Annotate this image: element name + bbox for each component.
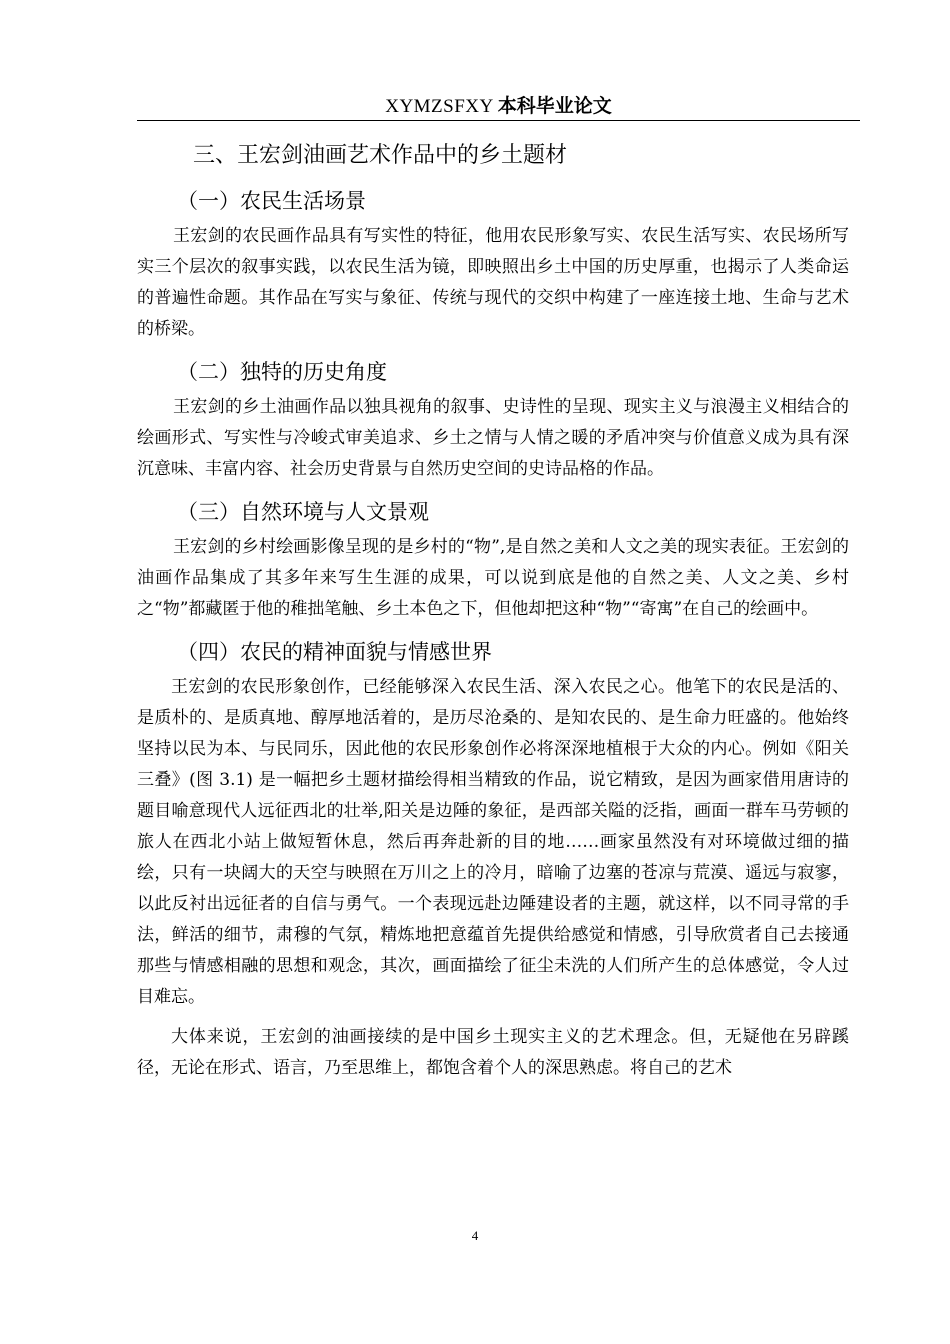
section-1-paragraph-1: 王宏剑的农民画作品具有写实性的特征，他用农民形象写实、农民生活写实、农民场所写实三个层次的叙事实践，以农民生活为镜，即映照出乡土中国的历史厚重，也揭示了人类命运的普遍性命题。其作品在写实与象征、传统与现代的交织中构建了一座连接土地、生命与艺术的桥梁。 (137, 226, 849, 339)
section-3-paragraph-1: 王宏剑的乡村绘画影像呈现的是乡村的“物”,是自然之美和人文之美的现实表征。王宏剑的油画作品集成了其多年来写生生涯的成果，可以说到底是他的自然之美、人文之美、乡村之“物”都藏匿于他的稚拙笔触、乡土本色之下，但他却把这种“物”“寄寓”在自己的绘画中。 (137, 537, 849, 619)
page-header (137, 92, 860, 120)
header-code: XYMZSFXY (385, 96, 494, 117)
section-4-paragraph-2: 大体来说，王宏剑的油画接续的是中国乡土现实主义的艺术理念。但，无疑他在另辟蹊径，无论在形式、语言，乃至思维上，都饱含着个人的深思熟虑。将自己的艺术 (137, 1027, 849, 1078)
chapter-title: 三、王宏剑油画艺术作品中的乡土题材 (193, 143, 568, 168)
page-number: 4 (471, 1228, 479, 1243)
section-4-paragraph-1: 王宏剑的农民形象创作，已经能够深入农民生活、深入农民之心。他笔下的农民是活的、是质朴的、是质真地、醇厚地活着的，是历尽沧桑的、是知农民的、是生命力旺盛的。他始终坚持以民为本、与民同乐，因此他的农民形象创作必将深深地植根于大众的内心。例如《阳关三叠》(图 3.1) 是一幅把乡土题材描绘得相当精致的作品，说它精致，是因为画家借用唐诗的题目喻意现代人远征西北的壮举,阳关是边陲的象征，是西部关隘的泛指，画面一群车马劳顿的旅人在西北小站上做短暂休息，然后再奔赴新的目的地……画家虽然没有对环境做过细的描绘，只有一块阔大的天空与映照在万川之上的冷月，暗喻了边塞的苍凉与荒漠、遥远与寂寥，以此反衬出远征者的自信与勇气。一个表现远赴边陲建设者的主题，就这样，以不同寻常的手法，鲜活的细节，肃穆的气氛，精炼地把意蕴首先提供给感觉和情感，引导欣赏者自己去接通那些与情感相融的思想和观念，其次，画面描绘了征尘未洗的人们所产生的总体感觉，令人过目难忘。 (137, 677, 849, 1007)
section-title-2: （二）独特的历史角度 (177, 360, 387, 384)
section-title-1: （一）农民生活场景 (177, 189, 366, 213)
header-label: 本科毕业论文 (497, 95, 612, 117)
section-title-4: （四）农民的精神面貌与情感世界 (177, 640, 492, 664)
page-body (137, 138, 849, 1093)
section-2-paragraph-1: 王宏剑的乡土油画作品以独具视角的叙事、史诗性的呈现、现实主义与浪漫主义相结合的绘画形式、写实性与冷峻式审美追求、乡土之情与人情之暖的矛盾冲突与价值意义成为具有深沉意味、丰富内容、社会历史背景与自然历史空间的史诗品格的作品。 (137, 397, 849, 479)
section-title-3: （三）自然环境与人文景观 (177, 500, 429, 524)
header-rule (137, 120, 860, 121)
